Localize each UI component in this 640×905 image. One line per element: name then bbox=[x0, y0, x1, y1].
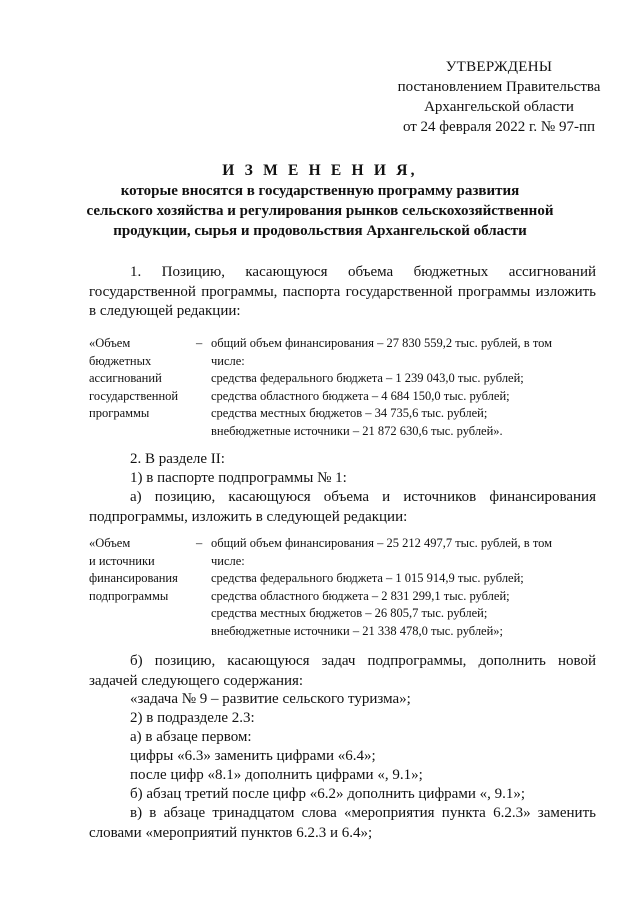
financing-table-values: общий объем финансирования – 25 212 497,7 тыс. рублей, в том числе: средства федерального бюджета – 1 015 914,9 тыс. рублей; средства областного бюджета – 2 831 299,1 тыс. рублей; средства местных бюджетов – 26 805,7 тыс. рублей; внебюджетные источники – 21 338 478,0 тыс. рублей»; bbox=[211, 536, 553, 638]
budget-table-dash: – bbox=[196, 336, 203, 350]
title-line-1: которые вносятся в государственную программу развития bbox=[120, 183, 520, 199]
item-2-2-a: а) в абзаце первом: bbox=[130, 729, 252, 745]
budget-table-values: общий объем финансирования – 27 830 559,2 тыс. рублей, в том числе: средства федерального бюджета – 1 239 043,0 тыс. рублей; средства областного бюджета – 4 684 150,0 тыс. рублей; средства местных бюджетов – 34 735,6 тыс. рублей; внебюджетные источники – 21 872 630,6 тыс. рублей». bbox=[211, 336, 553, 438]
task-9-text: «задача № 9 – развитие сельского туризма»; bbox=[130, 691, 411, 707]
financing-table-dash: – bbox=[196, 536, 203, 550]
approval-heading: УТВЕРЖДЕНЫ bbox=[445, 59, 553, 75]
approval-line-date: от 24 февраля 2022 г. № 97-пп bbox=[402, 119, 596, 135]
title-heading: И З М Е Н Е Н И Я, bbox=[222, 162, 418, 179]
title-line-3: продукции, сырья и продовольствия Архангельской области bbox=[113, 223, 527, 239]
document-title bbox=[40, 161, 600, 241]
title-line-2: сельского хозяйства и регулирования рынков сельскохозяйственной bbox=[86, 203, 554, 219]
item-2-2-a-2: после цифр «8.1» дополнить цифрами «, 9.1»; bbox=[130, 767, 423, 783]
item-2-2-c: в) в абзаце тринадцатом слова «мероприятия пункта 6.2.3» заменить словами «мероприятий пунктов 6.2.3 и 6.4»; bbox=[89, 805, 596, 841]
item-2-1: 1) в паспорте подпрограммы № 1: bbox=[130, 470, 347, 486]
item-2-1-b: б) позицию, касающуюся задач подпрограммы, дополнить новой задачей следующего содержания: bbox=[89, 653, 596, 689]
budget-table-label: «Объем бюджетных ассигнований государственной программы bbox=[89, 336, 179, 420]
approval-block bbox=[384, 57, 614, 137]
approval-line-resolution: постановлением Правительства bbox=[397, 79, 601, 95]
item-1-paragraph: 1. Позицию, касающуюся объема бюджетных ассигнований государственной программы, паспорта государственной программы изложить в следующей редакции: bbox=[89, 264, 596, 319]
approval-line-region: Архангельской области bbox=[424, 99, 574, 115]
item-2-2: 2) в подразделе 2.3: bbox=[130, 710, 255, 726]
financing-table-label: «Объем и источники финансирования подпрограммы bbox=[89, 536, 178, 603]
item-2-1-a: а) позицию, касающуюся объема и источников финансирования подпрограммы, изложить в следующей редакции: bbox=[89, 489, 596, 525]
item-2-2-b: б) абзац третий после цифр «6.2» дополнить цифрами «, 9.1»; bbox=[130, 786, 526, 802]
item-2-2-a-1: цифры «6.3» заменить цифрами «6.4»; bbox=[130, 748, 376, 764]
item-2-heading: 2. В разделе II: bbox=[130, 451, 225, 467]
